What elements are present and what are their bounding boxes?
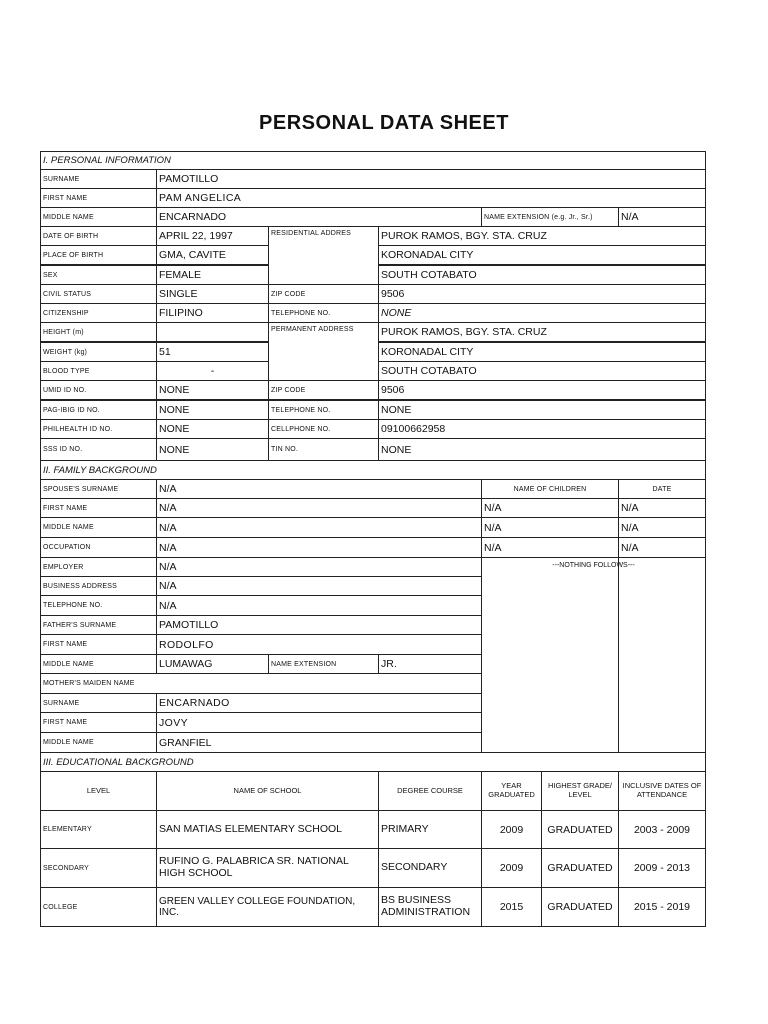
name-extension-label: NAME EXTENSION (e.g. Jr., Sr.): [481, 207, 619, 227]
section-family-background: II. FAMILY BACKGROUND: [40, 460, 706, 480]
mother-middle-name-label: MIDDLE NAME: [40, 732, 157, 753]
father-middle-name-value[interactable]: LUMAWAG: [156, 654, 269, 674]
name-extension-value[interactable]: N/A: [618, 207, 706, 227]
occupation-label: OCCUPATION: [40, 537, 157, 558]
spouse-surname-value[interactable]: N/A: [156, 479, 482, 499]
residential-zip-label: ZIP CODE: [268, 284, 379, 304]
edu-header-dates: INCLUSIVE DATES OF ATTENDANCE: [618, 771, 706, 811]
residential-address-line-3[interactable]: SOUTH COTABATO: [378, 265, 706, 285]
surname-label: SURNAME: [40, 169, 157, 189]
place-of-birth-value[interactable]: GMA, CAVITE: [156, 245, 269, 265]
edu-header-level: LEVEL: [40, 771, 157, 811]
citizenship-label: CITIZENSHIP: [40, 303, 157, 323]
children-date-header: DATE: [618, 479, 706, 499]
child-name-1[interactable]: N/A: [481, 498, 619, 518]
edu-year-secondary[interactable]: 2009: [481, 848, 542, 888]
nothing-follows-text: ---NOTHING FOLLOWS---: [552, 562, 635, 569]
family-telephone-label: TELEPHONE NO.: [40, 595, 157, 616]
edu-school-elementary[interactable]: SAN MATIAS ELEMENTARY SCHOOL: [156, 810, 379, 849]
employer-label: EMPLOYER: [40, 557, 157, 577]
place-of-birth-label: PLACE OF BIRTH: [40, 245, 157, 265]
residential-address-label: RESIDENTIAL ADDRES: [268, 226, 379, 285]
edu-header-grade: HIGHEST GRADE/ LEVEL: [541, 771, 619, 811]
sss-label: SSS ID NO.: [40, 438, 157, 461]
cellphone-label: CELLPHONE NO.: [268, 419, 379, 439]
mother-first-name-label: FIRST NAME: [40, 712, 157, 733]
date-of-birth-label: DATE OF BIRTH: [40, 226, 157, 246]
tin-label: TIN NO.: [268, 438, 379, 461]
business-address-label: BUSINESS ADDRESS: [40, 576, 157, 596]
middle-name-value[interactable]: ENCARNADO: [156, 207, 482, 227]
father-name-extension-label: NAME EXTENSION: [268, 654, 379, 674]
spouse-first-name-value[interactable]: N/A: [156, 498, 482, 518]
umid-value[interactable]: NONE: [156, 380, 269, 400]
child-name-3[interactable]: N/A: [481, 537, 619, 558]
tin-value[interactable]: NONE: [378, 438, 706, 461]
residential-telephone-value[interactable]: NONE: [378, 303, 706, 323]
page-title: PERSONAL DATA SHEET: [259, 112, 509, 134]
child-date-3[interactable]: N/A: [618, 537, 706, 558]
mother-surname-value[interactable]: ENCARNADO: [156, 693, 482, 713]
sex-label: SEX: [40, 265, 157, 285]
spouse-first-name-label: FIRST NAME: [40, 498, 157, 518]
edu-year-elementary[interactable]: 2009: [481, 810, 542, 849]
philhealth-label: PHILHEALTH ID NO.: [40, 419, 157, 439]
edu-school-college[interactable]: GREEN VALLEY COLLEGE FOUNDATION, INC.: [156, 887, 379, 927]
residential-telephone-label: TELEPHONE NO.: [268, 303, 379, 323]
first-name-label: FIRST NAME: [40, 188, 157, 208]
father-surname-value[interactable]: PAMOTILLO: [156, 615, 482, 635]
first-name-value[interactable]: PAM ANGELICA: [156, 188, 706, 208]
family-telephone-value[interactable]: N/A: [156, 595, 482, 616]
spouse-surname-label: SPOUSE'S SURNAME: [40, 479, 157, 499]
date-of-birth-value[interactable]: APRIL 22, 1997: [156, 226, 269, 246]
permanent-address-line-3[interactable]: SOUTH COTABATO: [378, 361, 706, 381]
father-first-name-value[interactable]: RODOLFO: [156, 634, 482, 655]
child-date-1[interactable]: N/A: [618, 498, 706, 518]
child-date-2[interactable]: N/A: [618, 517, 706, 538]
surname-value[interactable]: PAMOTILLO: [156, 169, 706, 189]
occupation-value[interactable]: N/A: [156, 537, 482, 558]
blood-type-label: BLOOD TYPE: [40, 361, 157, 381]
height-label: HEIGHT (m): [40, 322, 157, 342]
blood-type-value[interactable]: -: [156, 361, 269, 381]
edu-dates-elementary[interactable]: 2003 - 2009: [618, 810, 706, 849]
spouse-middle-name-value[interactable]: N/A: [156, 517, 482, 538]
umid-label: UMID ID NO.: [40, 380, 157, 400]
residential-zip-value[interactable]: 9506: [378, 284, 706, 304]
section-educational-background: III. EDUCATIONAL BACKGROUND: [40, 752, 706, 772]
residential-address-line-1[interactable]: PUROK RAMOS, BGY. STA. CRUZ: [378, 226, 706, 246]
permanent-telephone-label: TELEPHONE NO.: [268, 400, 379, 420]
edu-header-degree: DEGREE COURSE: [378, 771, 482, 811]
edu-dates-secondary[interactable]: 2009 - 2013: [618, 848, 706, 888]
residential-address-line-2[interactable]: KORONADAL CITY: [378, 245, 706, 265]
philhealth-value[interactable]: NONE: [156, 419, 269, 439]
mother-surname-label: SURNAME: [40, 693, 157, 713]
mother-maiden-name-label: MOTHER'S MAIDEN NAME: [40, 673, 482, 694]
civil-status-label: CIVIL STATUS: [40, 284, 157, 304]
pagibig-label: PAG-IBIG ID NO.: [40, 400, 157, 420]
father-name-extension-value[interactable]: JR.: [378, 654, 482, 674]
sex-value[interactable]: FEMALE: [156, 265, 269, 285]
business-address-value[interactable]: N/A: [156, 576, 482, 596]
children-empty-date-column: [618, 557, 706, 753]
edu-dates-college[interactable]: 2015 - 2019: [618, 887, 706, 927]
citizenship-value[interactable]: FILIPINO: [156, 303, 269, 323]
edu-course-elementary[interactable]: PRIMARY: [378, 810, 482, 849]
mother-middle-name-value[interactable]: GRANFIEL: [156, 732, 482, 753]
cellphone-value[interactable]: 09100662958: [378, 419, 706, 439]
edu-year-college[interactable]: 2015: [481, 887, 542, 927]
edu-level-elementary: ELEMENTARY: [40, 810, 157, 849]
height-value[interactable]: [156, 322, 269, 342]
permanent-address-line-2[interactable]: KORONADAL CITY: [378, 342, 706, 362]
permanent-address-label: PERMANENT ADDRESS: [268, 322, 379, 381]
edu-school-secondary[interactable]: RUFINO G. PALABRICA SR. NATIONAL HIGH SCHOOL: [156, 848, 379, 888]
children-header: NAME OF CHILDREN: [481, 479, 619, 499]
edu-grade-secondary[interactable]: GRADUATED: [541, 848, 619, 888]
edu-header-school: NAME OF SCHOOL: [156, 771, 379, 811]
children-empty-name-column: [481, 557, 619, 753]
weight-value[interactable]: 51: [156, 342, 269, 362]
permanent-telephone-value[interactable]: NONE: [378, 400, 706, 420]
pagibig-value[interactable]: NONE: [156, 400, 269, 420]
edu-header-year: YEAR GRADUATED: [481, 771, 542, 811]
permanent-zip-label: ZIP CODE: [268, 380, 379, 400]
edu-course-secondary[interactable]: SECONDARY: [378, 848, 482, 888]
sss-value[interactable]: NONE: [156, 438, 269, 461]
edu-course-college[interactable]: BS BUSINESS ADMINISTRATION: [378, 887, 482, 927]
father-middle-name-label: MIDDLE NAME: [40, 654, 157, 674]
edu-grade-college[interactable]: GRADUATED: [541, 887, 619, 927]
child-name-2[interactable]: N/A: [481, 517, 619, 538]
edu-level-college: COLLEGE: [40, 887, 157, 927]
father-surname-label: FATHER'S SURNAME: [40, 615, 157, 635]
edu-grade-elementary[interactable]: GRADUATED: [541, 810, 619, 849]
father-first-name-label: FIRST NAME: [40, 634, 157, 655]
employer-value[interactable]: N/A: [156, 557, 482, 577]
mother-first-name-value[interactable]: JOVY: [156, 712, 482, 733]
permanent-address-line-1[interactable]: PUROK RAMOS, BGY. STA. CRUZ: [378, 322, 706, 342]
weight-label: WEIGHT (kg): [40, 342, 157, 362]
permanent-zip-value[interactable]: 9506: [378, 380, 706, 400]
section-personal-information: I. PERSONAL INFORMATION: [40, 151, 706, 170]
edu-level-secondary: SECONDARY: [40, 848, 157, 888]
spouse-middle-name-label: MIDDLE NAME: [40, 517, 157, 538]
civil-status-value[interactable]: SINGLE: [156, 284, 269, 304]
middle-name-label: MIDDLE NAME: [40, 207, 157, 227]
